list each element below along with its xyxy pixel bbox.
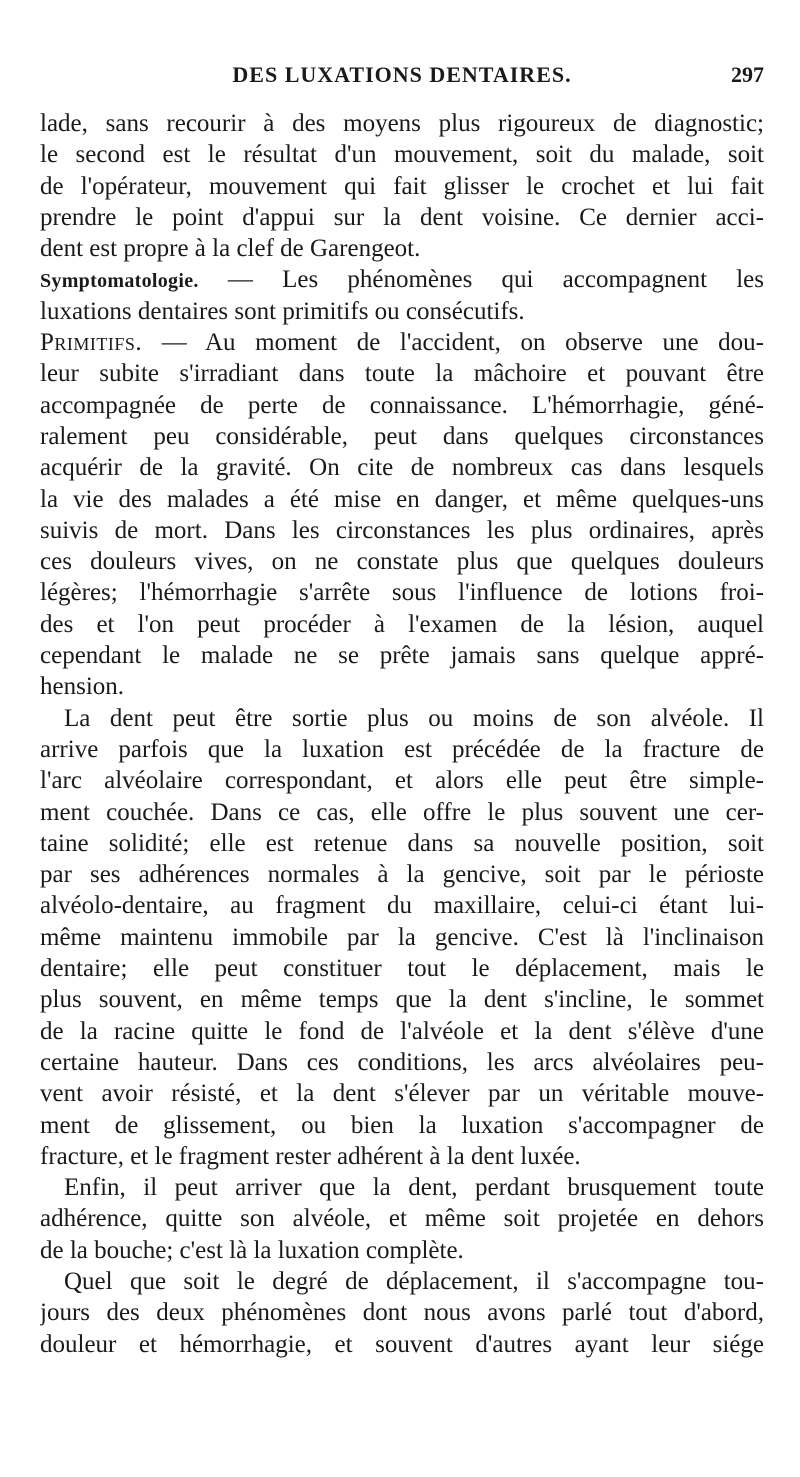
text-line: prendre le point d'appui sur la dent voisine. Ce dernier acci- xyxy=(40,203,764,231)
text-line: certaine hauteur. Dans ces conditions, les arcs alvéolaires peu- xyxy=(40,1048,764,1076)
text-line: dent est propre à la clef de Garengeot. xyxy=(40,235,421,263)
text-line: plus souvent, en même temps que la dent s'incline, le sommet xyxy=(40,986,764,1014)
text-line: de la racine quitte le fond de l'alvéole et la dent s'élève d'une xyxy=(40,1017,764,1045)
text-line: Quel que soit le degré de déplacement, il s'accompagne tou- xyxy=(64,1267,764,1295)
text-line: cependant le malade ne se prête jamais sans quelque appré- xyxy=(40,642,764,670)
text-line: alvéolo-dentaire, au fragment du maxillaire, celui-ci étant lui- xyxy=(40,892,764,920)
subsection-label: Primitifs. xyxy=(40,329,143,357)
text-line: vent avoir résisté, et la dent s'élever par un véritable mouve- xyxy=(40,1080,764,1108)
text-line: le second est le résultat d'un mouvement, soit du malade, soit xyxy=(40,141,764,169)
text-run: — Au moment de l'accident, on observe une dou- xyxy=(142,329,764,357)
text-line: acquérir de la gravité. On cite de nombreux cas dans lesquels xyxy=(40,454,764,482)
text-run: — Les phénomènes qui accompagnent les xyxy=(198,266,764,294)
text-line: taine solidité; elle est retenue dans sa nouvelle position, soit xyxy=(40,829,764,857)
page-number: 297 xyxy=(731,62,764,87)
text-line: l'arc alvéolaire correspondant, et alors elle peut être simple- xyxy=(40,767,764,795)
text-line: jours des deux phénomènes dont nous avons parlé tout d'abord, xyxy=(40,1299,764,1327)
text-line: ment couchée. Dans ce cas, elle offre le plus souvent une cer- xyxy=(40,798,764,826)
text-line: suivis de mort. Dans les circonstances les plus ordinaires, après xyxy=(40,516,764,544)
text-line: Enfin, il peut arriver que la dent, perdant brusquement toute xyxy=(64,1174,764,1202)
section-heading-line xyxy=(40,264,764,295)
text-line: luxations dentaires sont primitifs ou consécutifs. xyxy=(40,297,525,325)
section-heading: Symptomatologie. xyxy=(40,270,199,293)
text-line: fracture, et le fragment rester adhérent à la dent luxée. xyxy=(40,1142,581,1170)
text-line: des et l'on peut procéder à l'examen de la lésion, auquel xyxy=(40,610,764,638)
subsection-line xyxy=(40,327,764,358)
text-line: même maintenu immobile par la gencive. C'est là l'inclinaison xyxy=(40,923,764,951)
text-line: douleur et hémorrhagie, et souvent d'autres ayant leur siége xyxy=(40,1330,764,1358)
text-line: la vie des malades a été mise en danger, et même quelques-uns xyxy=(40,485,764,513)
text-line: ralement peu considérable, peut dans quelques circonstances xyxy=(40,422,764,450)
text-line: adhérence, quitte son alvéole, et même soit projetée en dehors xyxy=(40,1205,764,1233)
text-line: arrive parfois que la luxation est précédée de la fracture de xyxy=(40,735,764,763)
body-text xyxy=(40,108,764,1360)
text-line: lade, sans recourir à des moyens plus rigoureux de diagnostic; xyxy=(40,110,764,137)
page-header xyxy=(40,62,764,102)
text-line: de l'opérateur, mouvement qui fait glisser le crochet et lui fait xyxy=(40,172,764,200)
text-line: par ses adhérences normales à la gencive, soit par le périoste xyxy=(40,861,764,889)
text-line: La dent peut être sortie plus ou moins de son alvéole. Il xyxy=(64,704,764,732)
text-line: ment de glissement, ou bien la luxation s'accompagner de xyxy=(40,1111,764,1139)
running-title: DES LUXATIONS DENTAIRES. xyxy=(232,62,572,87)
text-line: accompagnée de perte de connaissance. L'hémorrhagie, géné- xyxy=(40,391,764,419)
text-line: dentaire; elle peut constituer tout le déplacement, mais le xyxy=(40,955,764,983)
text-line: légères; l'hémorrhagie s'arrête sous l'influence de lotions froi- xyxy=(40,579,764,607)
text-line: de la bouche; c'est là la luxation complète. xyxy=(40,1236,464,1264)
text-line: leur subite s'irradiant dans toute la mâchoire et pouvant être xyxy=(40,360,764,388)
text-line: hension. xyxy=(40,673,125,701)
text-line: ces douleurs vives, on ne constate plus que quelques douleurs xyxy=(40,548,764,576)
